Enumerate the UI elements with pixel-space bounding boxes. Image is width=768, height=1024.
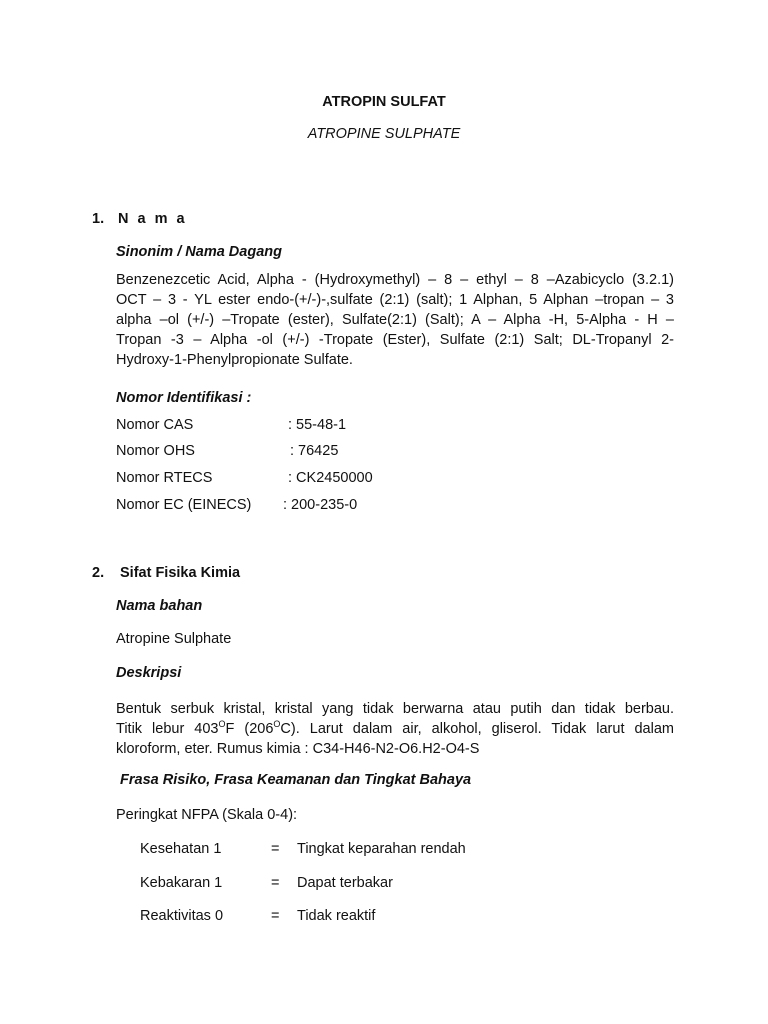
synonym-paragraph xyxy=(116,270,674,370)
synonym-line: Tropan -3 – Alpha -ol (+/-) -Tropate (Ester), Sulfate (2:1) Salt; DL-Tropanyl 2- xyxy=(116,332,674,348)
material-name: Atropine Sulphate xyxy=(116,631,232,647)
risk-heading: Frasa Risiko, Frasa Keamanan dan Tingkat Bahaya xyxy=(120,772,472,788)
document-title: ATROPIN SULFAT xyxy=(322,94,446,110)
section2-heading: Sifat Fisika Kimia xyxy=(120,565,241,581)
id-value-rtecs: : CK2450000 xyxy=(288,470,373,486)
degree-mark: O xyxy=(218,719,226,729)
section1-heading: N a m a xyxy=(118,211,188,227)
description-line: kloroform, eter. Rumus kimia : C34-H46-N2-O6.H2-O4-S xyxy=(116,741,480,757)
nfpa-reactivity-equals: = xyxy=(271,908,280,924)
id-label-cas: Nomor CAS xyxy=(116,417,194,433)
nfpa-label: Peringkat NFPA (Skala 0-4): xyxy=(116,807,298,823)
degree-mark: O xyxy=(273,719,281,729)
id-label-ohs: Nomor OHS xyxy=(116,443,195,459)
synonym-line: Hydroxy-1-Phenylpropionate Sulfate. xyxy=(116,352,353,368)
synonym-line: OCT – 3 - YL ester endo-(+/-)-,sulfate (2:1) (salt); 1 Alphan, 5 Alphan –tropan – 3 xyxy=(116,292,674,308)
identification-heading: Nomor Identifikasi : xyxy=(116,390,252,406)
id-label-ec: Nomor EC (EINECS) xyxy=(116,497,252,513)
section1-number: 1. xyxy=(92,211,105,227)
nfpa-reactivity-label: Reaktivitas 0 xyxy=(140,908,224,924)
nfpa-health-label: Kesehatan 1 xyxy=(140,841,222,857)
nfpa-fire-label: Kebakaran 1 xyxy=(140,875,223,891)
solubility-text: C). Larut dalam air, alkohol, gliserol. Tidak larut dalam xyxy=(280,721,674,737)
description-line xyxy=(116,719,674,739)
id-label-rtecs: Nomor RTECS xyxy=(116,470,213,486)
melting-point-text: F (206 xyxy=(225,721,274,737)
description-line: Bentuk serbuk kristal, kristal yang tidak berwarna atau putih dan tidak berbau. xyxy=(116,701,674,717)
nfpa-health-equals: = xyxy=(271,841,280,857)
description-heading: Deskripsi xyxy=(116,665,182,681)
nfpa-reactivity-desc: Tidak reaktif xyxy=(297,908,376,924)
id-value-ec: : 200-235-0 xyxy=(283,497,358,513)
synonym-line: alpha –ol (+/-) –Tropate (ester), Sulfate(2:1) (Salt); A – Alpha -H, 5-Alpha - H – xyxy=(116,312,674,328)
material-heading: Nama bahan xyxy=(116,598,203,614)
synonym-heading: Sinonim / Nama Dagang xyxy=(116,244,282,260)
description-paragraph xyxy=(116,699,674,759)
nfpa-health-desc: Tingkat keparahan rendah xyxy=(297,841,466,857)
melting-point-text: Titik lebur 403 xyxy=(116,721,219,737)
id-value-ohs: : 76425 xyxy=(290,443,339,459)
synonym-line: Benzenezcetic Acid, Alpha - (Hydroxymethyl) – 8 – ethyl – 8 –Azabicyclo (3.2.1) xyxy=(116,272,674,288)
nfpa-fire-desc: Dapat terbakar xyxy=(297,875,393,891)
nfpa-fire-equals: = xyxy=(271,875,280,891)
document-subtitle: ATROPINE SULPHATE xyxy=(307,126,461,142)
section2-number: 2. xyxy=(92,565,105,581)
id-value-cas: : 55-48-1 xyxy=(288,417,347,433)
